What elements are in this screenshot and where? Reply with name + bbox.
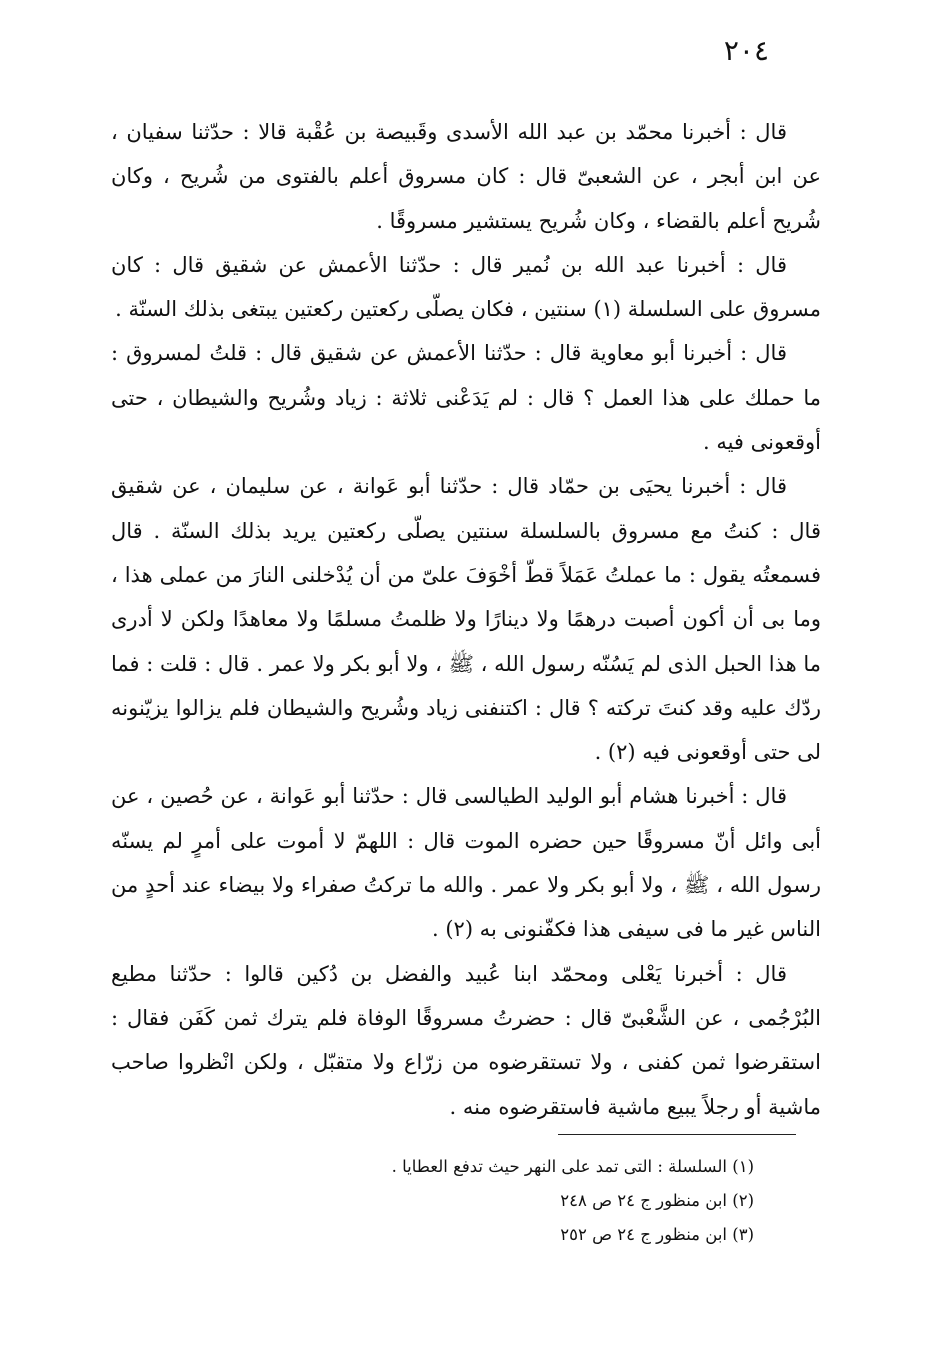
- paragraph-4: قال : أخبرنا يحيَى بن حمّاد قال : حدّثنا أبو عَوانة ، عن سليمان ، عن شقيق قال : كنتُ مع مسروق بالسلسلة سنتين يصلّى ركعتين يريد بذلك السنّة . قال فسمعتُه يقول : ما عملتُ عَمَلاً قطّ أخْوَفَ علىّ من أن يُدْخلنى النارَ من عملى هذا ، وما بى أن أكون أصبت درهمًا ولا دينارًا ولا ظلمتُ مسلمًا ولا معاهدًا ولكن لا أدرى ما هذا الحبل الذى لم يَسُنّه رسول الله ، ﷺ ، ولا أبو بكر ولا عمر . قال : قلت : فما ردّك عليه وقد كنتَ تركته ؟ قال : اكتنفنى زياد وشُريح والشيطان فلم يزالوا يزيّنونه لى حتى أوقعونى فيه (٢) .: [110, 474, 821, 765]
- paragraph-3: قال : أخبرنا أبو معاوية قال : حدّثنا الأعمش عن شقيق قال : قلتُ لمسروق : ما حملك على هذا العمل ؟ قال : لم يَدَعْنى ثلاثة : زياد وشُريح والشيطان ، حتى أوقعونى فيه .: [111, 341, 821, 455]
- footnote-2: (٢) ابن منظور ج ٢٤ ص ٢٤٨: [560, 1191, 754, 1210]
- page-number: ٢٠٤: [723, 34, 769, 67]
- paragraph-5: قال : أخبرنا هشام أبو الوليد الطيالسى قال : حدّثنا أبو عَوانة ، عن حُصين ، عن أبى وائل أنّ مسروقًا حين حضره الموت قال : اللهمّ لا أموت على أمرٍ لم يسنّه رسول الله ، ﷺ ، ولا أبو بكر ولا عمر . والله ما تركتُ صفراء ولا بيضاء عند أحدٍ من الناس غير ما فى سيفى هذا فكفّنونى به (٢) .: [111, 784, 821, 942]
- footnote-divider: [558, 1134, 796, 1135]
- paragraph-2: قال : أخبرنا عبد الله بن نُمير قال : حدّثنا الأعمش عن شقيق قال : كان مسروق على السلسلة (١) سنتين ، فكان يصلّى ركعتين ركعتين يبتغى بذلك السنّة .: [111, 252, 821, 322]
- paragraph-1: قال : أخبرنا محمّد بن عبد الله الأسدى وقَبيصة بن عُقْبة قالا : حدّثنا سفيان ، عن ابن أبجر ، عن الشعبىّ قال : كان مسروق أعلم بالفتوى من شُريح ، وكان شُريح أعلم بالقضاء ، وكان شُريح يستشير مسروقًا .: [111, 120, 821, 233]
- footnotes: [194, 1150, 754, 1252]
- footnote-3: (٣) ابن منظور ج ٢٤ ص ٢٥٢: [560, 1225, 754, 1244]
- footnote-1: (١) السلسلة : التى تمد على النهر حيث تدفع العطايا .: [391, 1157, 754, 1176]
- paragraph-6: قال : أخبرنا يَعْلى ومحمّد ابنا عُبيد والفضل بن دُكين قالوا : حدّثنا مطيع البُرْجُمى ، عن الشَّعْبىّ قال : حضرتُ مسروقًا الوفاة فلم يترك ثمن كَفَن فقال : استقرضوا ثمن كفنى ، ولا تستقرضوه من زرّاع ولا متقبّل ، ولكن انْظروا صاحب ماشية أو رجلاً يبيع ماشية فاستقرضوه منه .: [111, 961, 821, 1119]
- main-text: [111, 110, 821, 1129]
